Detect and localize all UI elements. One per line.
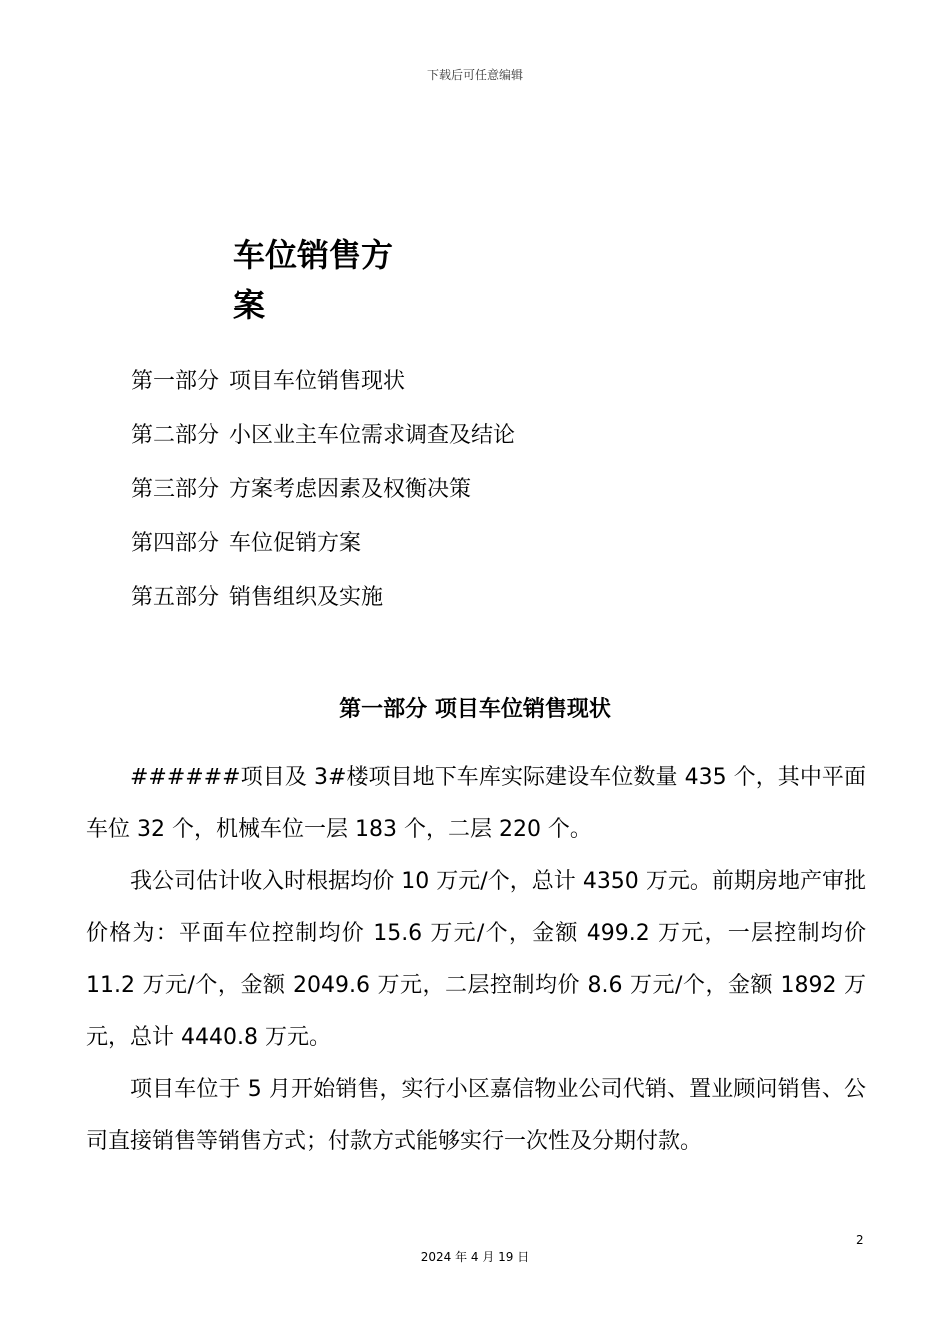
page-header-note: 下载后可任意编辑 [426,68,523,82]
toc-part-title: 车位促销方案 [229,531,362,556]
body-paragraph: ######项目及 3#楼项目地下车库实际建设车位数量 435 个，其中平面车位 32 个，机械车位一层 183 个，二层 220 个。 [86,765,866,842]
toc-part-label: 第一部分 [131,369,220,394]
toc-part-title: 项目车位销售现状 [229,369,406,394]
body-paragraph: 我公司估计收入时根据均价 10 万元/个，总计 4350 万元。前期房地产审批价格为：平面车位控制均价 15.6 万元/个，金额 499.2 万元，一层控制均价 11.2 万元/个，金额 2049.6 万元，二层控制均价 8.6 万元/个，金额 1892 万元，总计 4440.8 万元。 [86,869,866,1050]
footer-date: 2024 年 4 月 19 日 [420,1250,530,1264]
toc-item [131,362,515,416]
table-of-contents [131,362,515,632]
body-paragraph: 项目车位于 5 月开始销售，实行小区嘉信物业公司代销、置业顾问销售、公司直接销售等销售方式；付款方式能够实行一次性及分期付款。 [86,1077,866,1154]
toc-part-label: 第五部分 [131,585,220,610]
section-heading: 第一部分 项目车位销售现状 [339,697,611,722]
document-title: 车位销售方案 [233,236,394,324]
page-number: 2 [856,1233,864,1247]
toc-item [131,470,515,524]
toc-item [131,578,515,632]
toc-part-label: 第三部分 [131,477,220,502]
toc-item [131,416,515,470]
toc-part-label: 第四部分 [131,531,220,556]
toc-part-title: 方案考虑因素及权衡决策 [229,477,472,502]
toc-part-label: 第二部分 [131,423,220,448]
toc-part-title: 销售组织及实施 [229,585,384,610]
toc-part-title: 小区业主车位需求调查及结论 [229,423,516,448]
section-body [86,752,866,1168]
toc-item [131,524,515,578]
